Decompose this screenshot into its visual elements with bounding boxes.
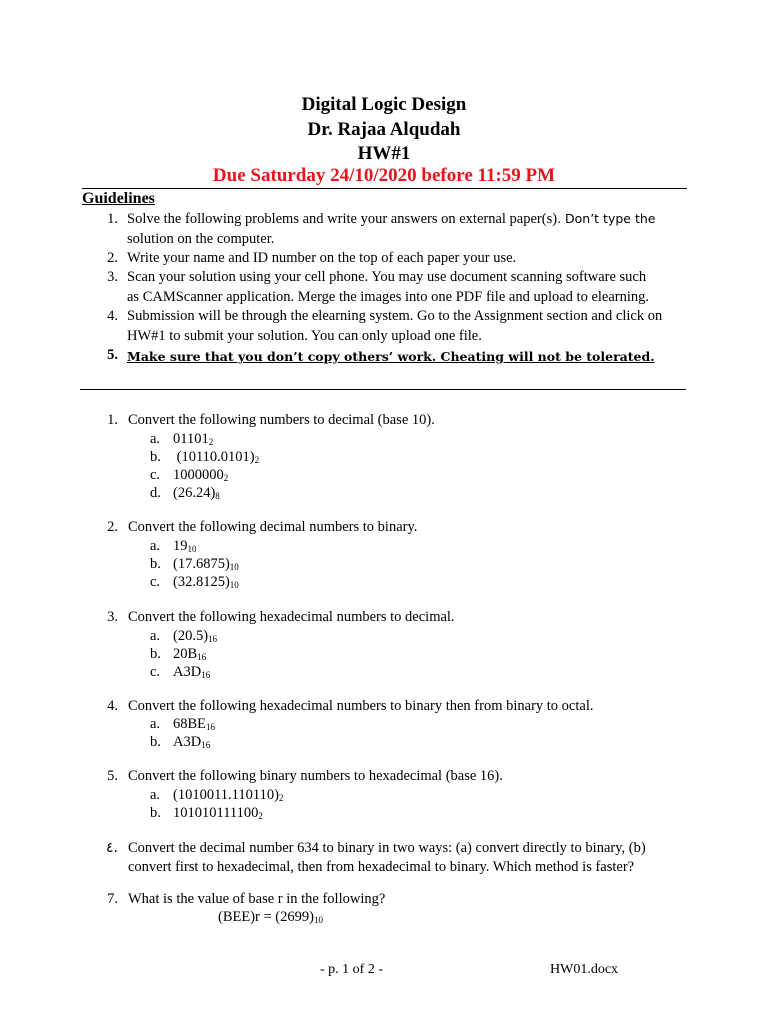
value-text: (10110.0101)	[173, 449, 255, 465]
item-letter: b.	[150, 646, 161, 662]
base-subscript: 2	[258, 811, 263, 821]
question-text: Convert the following binary numbers to hexadecimal (base 16).	[128, 768, 503, 784]
base-subscript: 8	[215, 491, 220, 501]
item-letter: c.	[150, 664, 161, 680]
item-value	[173, 485, 220, 502]
guideline-text-part: Solve the following problems and write your answers on external paper(s)	[127, 211, 558, 227]
item-value	[173, 787, 283, 804]
value-text: A3D	[173, 734, 202, 750]
guideline-number: 5.	[107, 347, 118, 363]
hw-number: HW#1	[357, 143, 411, 164]
instructor-name: Dr. Rajaa Alqudah	[307, 119, 461, 140]
guidelines-heading: Guidelines	[82, 190, 155, 207]
question-text: Convert the following decimal numbers to binary.	[128, 519, 418, 535]
base-subscript: 2	[278, 793, 284, 803]
item-letter: a.	[150, 538, 161, 554]
guideline-text: solution on the computer.	[127, 231, 275, 247]
value-text: 19	[173, 538, 188, 554]
base-subscript: 16	[208, 634, 218, 644]
item-value	[173, 431, 213, 448]
item-letter: c.	[150, 574, 161, 590]
item-value	[173, 716, 215, 733]
value-text: (32.8125)	[173, 574, 230, 590]
course-title: Digital Logic Design	[301, 94, 467, 115]
base-subscript: 2	[223, 473, 229, 483]
question-text: What is the value of base r in the following?	[128, 891, 386, 907]
item-value	[173, 467, 228, 484]
value-text: 20B	[173, 646, 198, 662]
base-subscript: 16	[201, 670, 211, 680]
item-value	[173, 574, 239, 591]
question-text: Convert the following hexadecimal numbers to decimal.	[128, 609, 455, 625]
value-text: (1010011.110110)	[173, 787, 279, 803]
guideline-number: 1.	[107, 211, 118, 227]
item-letter: b.	[150, 449, 161, 465]
question-text: Convert the decimal number 634 to binary in two ways: (a) convert directly to binary, (b)	[128, 840, 646, 856]
value-text: (20.5)	[173, 628, 209, 644]
header-divider	[82, 188, 687, 189]
page-number: - p. 1 of 2 -	[320, 962, 383, 977]
question-number: 7.	[107, 891, 118, 907]
item-letter: b.	[150, 556, 161, 572]
value-text: 68BE	[173, 716, 207, 732]
item-value	[173, 628, 217, 645]
base-subscript: 10	[229, 562, 239, 572]
item-letter: a.	[150, 628, 161, 644]
item-letter: a.	[150, 431, 161, 447]
base-subscript: 16	[201, 740, 211, 750]
question-text: Convert the following hexadecimal numbers to binary then from binary to octal.	[128, 698, 594, 714]
item-letter: b.	[150, 805, 161, 821]
value-text: (26.24)	[173, 485, 216, 501]
question-number: 4.	[107, 698, 118, 714]
item-letter: b.	[150, 734, 161, 750]
base-subscript: 10	[313, 915, 323, 925]
base-subscript: 10	[229, 580, 239, 590]
base-subscript: 2	[254, 455, 260, 465]
guideline-number: 2.	[107, 250, 118, 266]
item-value	[173, 664, 210, 681]
item-value	[173, 646, 206, 663]
guideline-number: 3.	[107, 269, 118, 285]
item-value	[173, 734, 210, 751]
item-value	[173, 449, 259, 466]
value-text: 1000000	[173, 467, 224, 483]
value-text: 101010111100	[173, 805, 259, 821]
question-text: convert first to hexadecimal, then from hexadecimal to binary. Which method is faster?	[128, 859, 635, 875]
base-subscript: 2	[208, 437, 214, 447]
item-letter: c.	[150, 467, 161, 483]
section-divider	[80, 389, 686, 390]
item-value	[173, 538, 197, 555]
question-number: ٤.	[106, 840, 118, 856]
item-letter: a.	[150, 787, 161, 803]
item-value	[173, 556, 239, 573]
value-text: 01101	[173, 431, 209, 447]
guideline-text: HW#1 to submit your solution. You can only upload one file.	[127, 328, 482, 344]
question-equation	[218, 909, 323, 926]
equation-text: (BEE)r = (2699)	[218, 909, 314, 925]
question-number: 3.	[107, 609, 118, 625]
guideline-text: as CAMScanner application. Merge the images into one PDF file and upload to elearning.	[127, 289, 650, 305]
item-value	[173, 805, 263, 822]
base-subscript: 10	[187, 544, 197, 554]
question-number: 2.	[107, 519, 118, 535]
question-number: 1.	[107, 412, 118, 428]
guideline-text	[127, 211, 655, 228]
guideline-text-part: . Don’t type the	[557, 211, 656, 226]
base-subscript: 16	[206, 722, 216, 732]
value-text: A3D	[173, 664, 202, 680]
value-text: (17.6875)	[173, 556, 230, 572]
guideline-text: Scan your solution using your cell phone. You may use document scanning software such	[127, 269, 647, 285]
due-date: Due Saturday 24/10/2020 before 11:59 PM	[212, 165, 556, 186]
question-number: 5.	[107, 768, 118, 784]
guideline-text: Write your name and ID number on the top of each paper your use.	[127, 250, 517, 266]
item-letter: d.	[150, 485, 161, 501]
guideline-text: Submission will be through the elearning system. Go to the Assignment section and click on	[127, 308, 663, 324]
file-name: HW01.docx	[550, 962, 619, 977]
guideline-text: Make sure that you don’t copy others’ work. Cheating will not be tolerated.	[127, 349, 655, 364]
base-subscript: 16	[197, 652, 207, 662]
question-text: Convert the following numbers to decimal (base 10).	[128, 412, 435, 428]
item-letter: a.	[150, 716, 161, 732]
guideline-number: 4.	[107, 308, 118, 324]
